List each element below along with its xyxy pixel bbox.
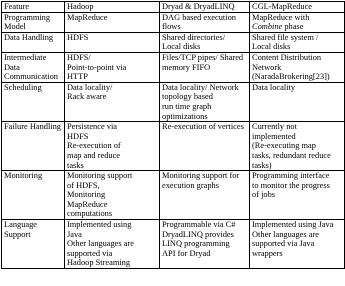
row-hadoop-cell: Implemented using Java Other languages are supported via Hadoop Streaming	[65, 220, 160, 269]
row-hadoop-cell: Monitoring support of HDFS, Monitoring MapReduce computations	[65, 171, 160, 220]
row-cgl-cell: Shared file system / Local disks	[250, 32, 345, 52]
table-row	[2, 220, 345, 269]
row-dryad-cell: Programmable via C# DryadLINQ provides LINQ programming API for Dryad	[160, 220, 250, 269]
row-dryad-cell: Shared directories/ Local disks	[160, 32, 250, 52]
comparison-table-container	[1, 1, 344, 269]
row-cgl-cell: Data locality	[250, 82, 345, 121]
row-hadoop-cell: Persistence via HDFS Re-execution of map and reduce tasks	[65, 122, 160, 171]
table-row	[2, 12, 345, 32]
cgl-text-italic: Combine	[252, 22, 283, 32]
row-hadoop-cell: HDFS/ Point-to-point via HTTP	[65, 52, 160, 82]
row-cgl-cell	[250, 12, 345, 32]
header-dryad: Dryad & DryadLINQ	[160, 2, 250, 13]
row-dryad-cell: Re-execution of vertices	[160, 122, 250, 171]
row-feature-cell: Failure Handling	[2, 122, 65, 171]
header-feature: Feature	[2, 2, 65, 13]
row-feature-cell: Programming Model	[2, 12, 65, 32]
table-header-row	[2, 2, 345, 13]
row-dryad-cell: Data locality/ Network topology based run time graph optimizations	[160, 82, 250, 121]
row-hadoop-cell: Data locality/ Rack aware	[65, 82, 160, 121]
row-feature-cell: Monitoring	[2, 171, 65, 220]
table-row	[2, 32, 345, 52]
cgl-text-part: MapReduce with	[252, 12, 310, 22]
row-feature-cell: Data Handling	[2, 32, 65, 52]
row-feature-cell: Scheduling	[2, 82, 65, 121]
table-row	[2, 52, 345, 82]
row-cgl-cell: Implemented using Java Other languages are supported via Java wrappers	[250, 220, 345, 269]
row-hadoop-cell: MapReduce	[65, 12, 160, 32]
table-row	[2, 82, 345, 121]
comparison-table	[1, 1, 345, 269]
row-feature-cell: Language Support	[2, 220, 65, 269]
row-cgl-cell: Programming interface to monitor the progress of jobs	[250, 171, 345, 220]
row-cgl-cell: Content Distribution Network (NaradaBrokering[23])	[250, 52, 345, 82]
header-hadoop: Hadoop	[65, 2, 160, 13]
cgl-text-part: phase	[282, 22, 304, 32]
table-row	[2, 122, 345, 171]
row-feature-cell: Intermediate Data Communication	[2, 52, 65, 82]
table-row	[2, 171, 345, 220]
row-hadoop-cell: HDFS	[65, 32, 160, 52]
row-dryad-cell: DAG based execution flows	[160, 12, 250, 32]
row-cgl-cell: Currently not implemented (Re-executing map tasks, redundant reduce tasks)	[250, 122, 345, 171]
row-dryad-cell: Files/TCP pipes/ Shared memory FIFO	[160, 52, 250, 82]
header-cgl-mapreduce: CGL-MapReduce	[250, 2, 345, 13]
row-dryad-cell: Monitoring support for execution graphs	[160, 171, 250, 220]
